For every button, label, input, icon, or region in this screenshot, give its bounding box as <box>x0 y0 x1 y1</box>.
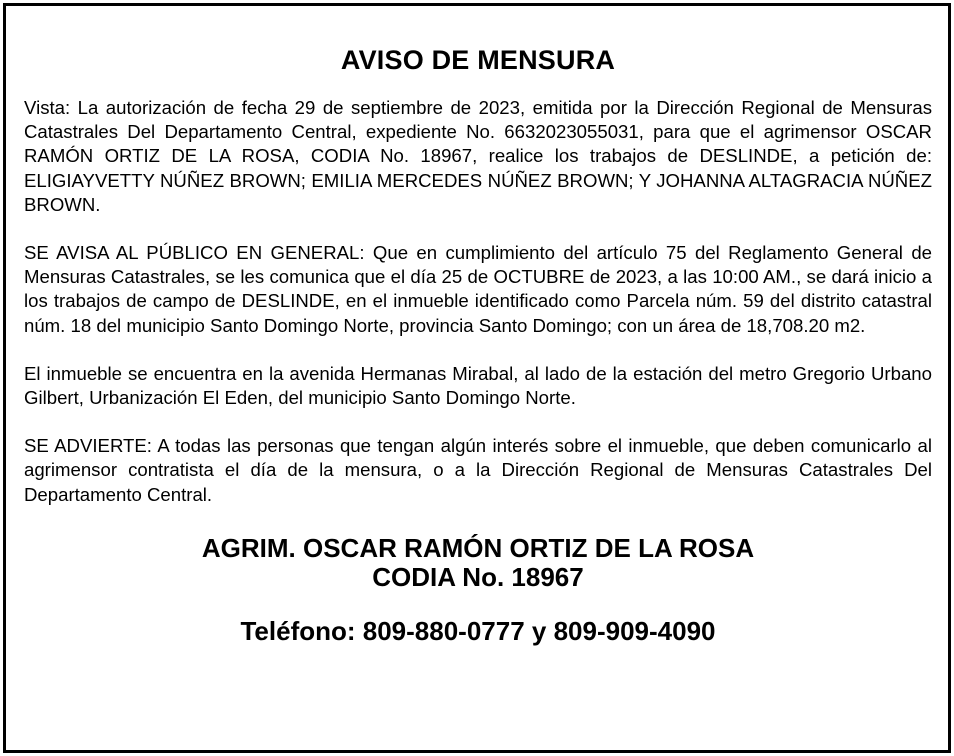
signature-block <box>24 534 932 592</box>
surveyor-name: AGRIM. OSCAR RAMÓN ORTIZ DE LA ROSA <box>201 532 755 563</box>
paragraph-location: El inmueble se encuentra en la avenida Hermanas Mirabal, al lado de la estación del metro Gregorio Urbano Gilbert, Urbanización El Eden, del municipio Santo Domingo Norte. <box>24 362 932 409</box>
paragraph-public-notice: SE AVISA AL PÚBLICO EN GENERAL: Que en cumplimiento del artículo 75 del Reglamento General de Mensuras Catastrales, se les comunica que el día 25 de OCTUBRE de 2023, a las 10:00 AM., se dará inicio a los trabajos de campo de DESLINDE, en el inmueble identificado como Parcela núm. 59 del distrito catastral núm. 18 del municipio Santo Domingo Norte, provincia Santo Domingo; con un área de 18,708.20 m2. <box>24 242 932 336</box>
codia-number: CODIA No. 18967 <box>372 561 584 592</box>
paragraph-vista: Vista: La autorización de fecha 29 de septiembre de 2023, emitida por la Dirección Regional de Mensuras Catastrales Del Departamento Central, expediente No. 6632023055031, para que el agrimensor OSCAR RAMÓN ORTIZ DE LA ROSA, CODIA No. 18967, realice los trabajos de DESLINDE, a petición de: ELIGIAYVETTY NÚÑEZ BROWN; EMILIA MERCEDES NÚÑEZ BROWN; Y JOHANNA ALTAGRACIA NÚÑEZ BROWN. <box>24 97 932 215</box>
notice-border <box>3 3 951 753</box>
paragraph-warning: SE ADVIERTE: A todas las personas que tengan algún interés sobre el inmueble, que deben comunicarlo al agrimensor contratista el día de la mensura, o a la Dirección Regional de Mensuras Catastrales Del Departamento Central. <box>24 435 932 505</box>
notice-title: AVISO DE MENSURA <box>340 45 616 75</box>
phone-numbers: Teléfono: 809-880-0777 y 809-909-4090 <box>240 615 716 646</box>
notice-content <box>24 40 932 646</box>
